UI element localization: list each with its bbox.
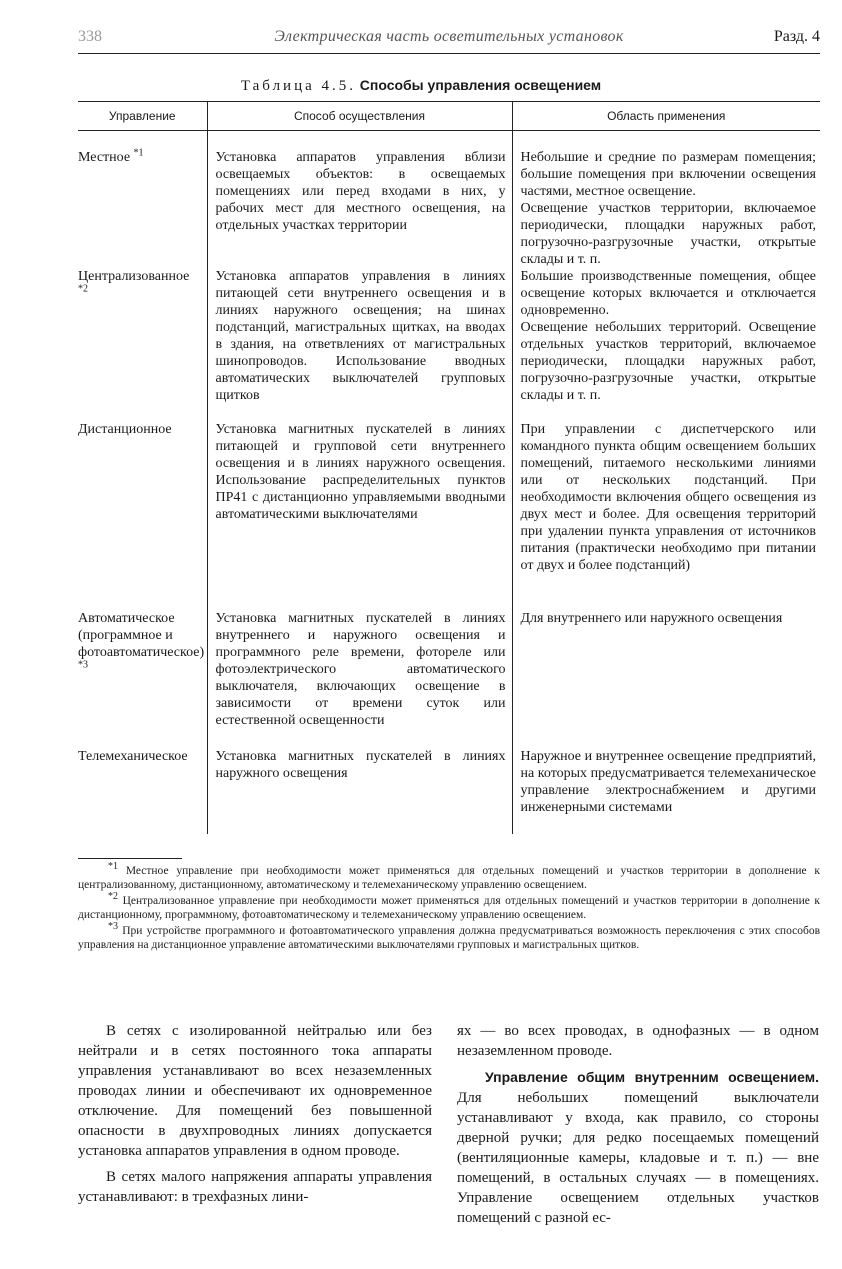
footnotes	[78, 861, 820, 954]
column-header-area: Область применения	[512, 102, 820, 131]
table-row	[78, 131, 820, 269]
table-row	[78, 610, 820, 748]
cell-control: Централизованное $^{*2}$	[78, 269, 190, 295]
column-header-method: Способ осуществления	[207, 102, 512, 131]
body-column-right	[457, 1021, 819, 1234]
paragraph: В сетях с изолированной нейтралью или без нейтрали и в сетях постоянного тока аппараты управления устанавливают во всех незаземленных проводах линии и обеспечивают их одновременное отключение. Для помещений без повышенной опасности в двухпроводных линиях допускается установка аппаратов управления в одном проводе.	[78, 1023, 432, 1159]
cell-area: Большие производственные помещения, общее освещение которых включается и отключается одновременно. Освещение небольших территорий. Освещение отдельных участков территорий, включаемое периодически, площадки наружных работ, погрузочно-разгрузочные участки, открытые склады и т. п.	[512, 268, 820, 421]
table-caption-prefix: Таблица 4.5.	[240, 78, 357, 94]
footnote: *1 Местное управление при необходимости может применяться для отдельных помещений и участков территории в дополнение к централизованному, дистанционному, автоматическому и телемеханическому управлению освещением.	[78, 861, 820, 891]
cell-method: Установка магнитных пускателей в линиях внутреннего и наружного освещения и программного реле времени, фотореле или фотоэлектрического автоматического выключателя, включающих освещение в зависимости от времени суток или естественной освещенности	[207, 610, 512, 748]
footnote-mark: *2	[78, 283, 88, 295]
cell-method: Установка аппаратов управления вблизи освещаемых объектов: в освещаемых помещениях или перед входами в них, у рабочих мест для местного освещения, на отдельных участках территории	[207, 131, 512, 269]
footnote: *2 Централизованное управление при необходимости может применяться для отдельных помещений и участков территории в дополнение к дистанционному, программному, фотоавтоматическому и телемеханическому управлению освещением.	[78, 891, 820, 921]
paragraph: В сетях малого напряжения аппараты управления устанавливают: в трехфазных лини-	[78, 1169, 432, 1205]
cell-control: Автоматическое (программное и фотоавтоматическое) $^{*3}$	[78, 611, 205, 671]
cell-area: При управлении с диспетчерского или командного пункта общим освещением больших помещений, питаемого несколькими линиями или от нескольких подстанций. При необходимости включения общего освещения из двух мест и более. Для освещения территорий при удалении пункта управления от источников питания (практически необходимо при питании от двух и более подстанций)	[512, 421, 820, 610]
footnote-mark: *1	[133, 147, 144, 159]
paragraph: Управление общим внутренним освещением. Для небольших помещений выключатели устанавливают у входа, как правило, со стороны дверной ручки; для редко посещаемых помещений (вентиляционные камеры, кладовые и т. п.) — вне помещений, в остальных случаях — в помещениях. Управление освещением отдельных участков помещений с разной ес-	[457, 1069, 819, 1226]
cell-area: Наружное и внутреннее освещение предприятий, на которых предусматривается телемеханическое управление электроснабжением и другими инженерными системами	[512, 748, 820, 834]
cell-area: Для внутреннего или наружного освещения	[512, 610, 820, 748]
page-number: 338	[78, 28, 102, 45]
table-caption-title: Способы управления освещением	[359, 77, 602, 93]
table-row	[78, 268, 820, 421]
cell-control: Местное $^{*1}$	[78, 147, 144, 165]
table-row	[78, 421, 820, 610]
cell-method: Установка аппаратов управления в линиях питающей сети внутреннего освещения и в линиях наружного освещения; на шинах подстанций, магистральных щитках, на вводах в здания, на ответвлениях от магистральных шинопроводов. Использование вводных автоматических выключателей групповых щитков	[207, 268, 512, 421]
table-header-row	[78, 102, 820, 131]
table-caption	[0, 77, 842, 95]
footnote-rule	[78, 858, 182, 859]
cell-method: Установка магнитных пускателей в линиях наружного освещения	[207, 748, 512, 834]
running-title: Электрическая часть осветительных установок	[274, 28, 624, 45]
body-column-left	[78, 1021, 432, 1213]
page-header	[78, 28, 820, 52]
cell-method: Установка магнитных пускателей в линиях питающей и групповой сети внутреннего освещения и в линиях наружного освещения. Использование распределительных пунктов ПР41 с дистанционно управляемыми вводными автоматическими выключателями	[207, 421, 512, 610]
section-heading: Управление общим внутренним освещением.	[485, 1069, 819, 1085]
control-methods-table	[78, 101, 820, 834]
cell-control: Телемеханическое	[78, 749, 188, 764]
header-rule	[78, 53, 820, 54]
cell-area: Небольшие и средние по размерам помещения; большие помещения при включении освещения частями, местное освещение. Освещение участков территории, включаемое периодически, площадки наружных работ, погрузочно-разгрузочные участки, открытые склады и т. п.	[512, 131, 820, 269]
paragraph: ях — во всех проводах, в однофазных — в одном незаземленном проводе.	[457, 1023, 819, 1059]
footnote: *3 При устройстве программного и фотоавтоматического управления должна предусматриваться возможность переключения с этих способов управления на дистанционное управление автоматическими выключателями групповых и магистральных щитков.	[78, 921, 820, 951]
column-header-control: Управление	[78, 102, 207, 131]
cell-control: Дистанционное	[78, 422, 172, 437]
footnote-mark: *3	[78, 659, 88, 671]
section-label: Разд. 4	[773, 28, 820, 45]
table-row	[78, 748, 820, 834]
